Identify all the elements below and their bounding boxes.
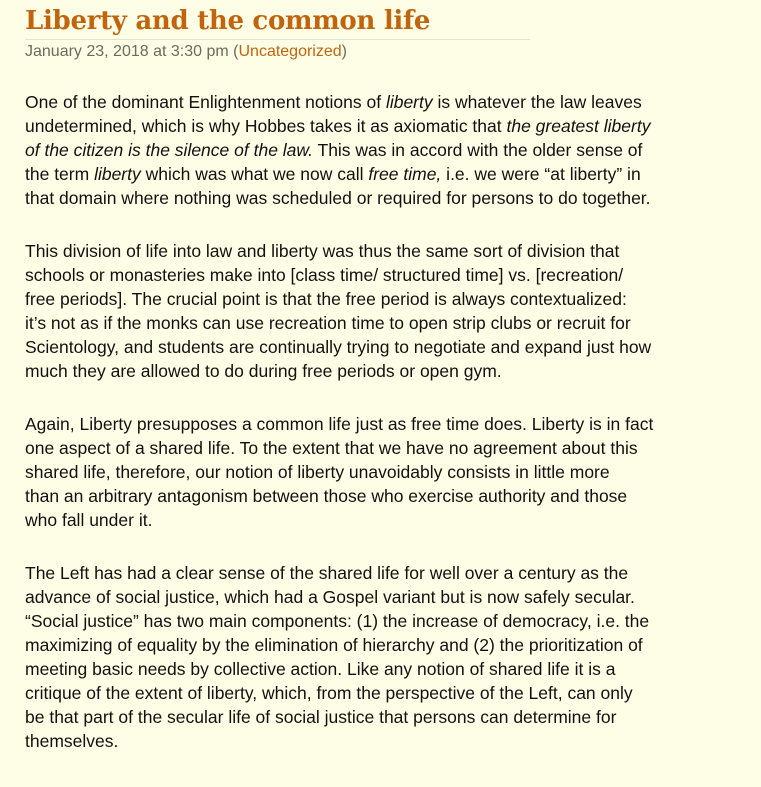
italic-text: liberty [94,164,141,184]
text-segment: free periods]. The crucial point is that the free period is always contextualized: [25,289,627,309]
text-line [25,138,761,162]
text-line [25,311,761,335]
text-line [25,484,761,508]
text-line [25,162,761,186]
text-segment: who fall under it. [25,510,153,530]
text-segment: schools or monasteries make into [class time/ structured time] vs. [recreation/ [25,265,624,285]
text-line [25,186,761,210]
italic-text: of the citizen is the silence of the law. [25,140,313,160]
text-segment: than an arbitrary antagonism between those who exercise authority and those [25,486,628,506]
text-line [25,460,761,484]
text-line [25,609,761,633]
text-segment: is whatever the law leaves [432,92,642,112]
italic-text: the greatest liberty [506,116,651,136]
text-line [25,436,761,460]
text-segment: i.e. we were “at liberty” in [441,164,641,184]
text-segment: This was in accord with the older sense of [312,140,643,160]
text-segment: themselves. [25,731,119,751]
text-segment: much they are allowed to do during free periods or open gym. [25,361,502,381]
paragraph [25,412,761,532]
text-line [25,239,761,263]
text-line [25,263,761,287]
text-segment: This division of life into law and liberty was thus the same sort of division that [25,241,620,261]
text-segment: advance of social justice, which had a Gospel variant but is now safely secular. [25,587,635,607]
category-link[interactable]: Uncategorized [238,43,342,60]
text-line [25,335,761,359]
text-segment: Again, Liberty presupposes a common life just as free time does. Liberty is in fact [25,414,654,434]
text-line [25,412,761,436]
text-line [25,114,761,138]
text-line [25,585,761,609]
text-segment: critique of the extent of liberty, which, from the perspective of the Left, can only [25,683,633,703]
text-line [25,729,761,753]
text-segment: meeting basic needs by collective action. Like any notion of shared life it is a [25,659,616,679]
paragraph [25,90,761,210]
text-segment: One of the dominant Enlightenment notions of [25,92,386,112]
text-segment: The Left has had a clear sense of the shared life for well over a century as the [25,563,629,583]
text-segment: the term [25,164,95,184]
text-line [25,359,761,383]
text-segment: shared life, therefore, our notion of liberty unavoidably consists in little more [25,462,610,482]
text-segment: one aspect of a shared life. To the extent that we have no agreement about this [25,438,638,458]
post-body [25,90,761,753]
text-line [25,657,761,681]
text-segment: maximizing of equality by the elimination of hierarchy and (2) the prioritization of [25,635,643,655]
text-line [25,508,761,532]
text-segment: that domain where nothing was scheduled or required for persons to do together. [25,188,651,208]
text-line [25,705,761,729]
title-divider [25,39,530,40]
text-line [25,681,761,705]
text-segment: undetermined, which is why Hobbes takes it as axiomatic that [25,116,507,136]
text-segment: “Social justice” has two main components: (1) the increase of democracy, i.e. the [25,611,650,631]
text-segment: be that part of the secular life of social justice that persons can determine for [25,707,617,727]
paragraph [25,561,761,753]
italic-text: free time, [368,164,442,184]
post-date: January 23, 2018 at 3:30 pm [25,43,229,60]
text-segment: Scientology, and students are continually trying to negotiate and expand just how [25,337,652,357]
text-line [25,633,761,657]
post-meta: January 23, 2018 at 3:30 pm (Uncategorized) [25,43,347,60]
italic-text: liberty [385,92,433,112]
post-title[interactable]: Liberty and the common life [25,6,431,36]
text-line [25,90,761,114]
text-line [25,287,761,311]
text-segment: it’s not as if the monks can use recreation time to open strip clubs or recruit for [25,313,631,333]
text-line [25,561,761,585]
text-segment: which was what we now call [140,164,369,184]
paragraph [25,239,761,383]
